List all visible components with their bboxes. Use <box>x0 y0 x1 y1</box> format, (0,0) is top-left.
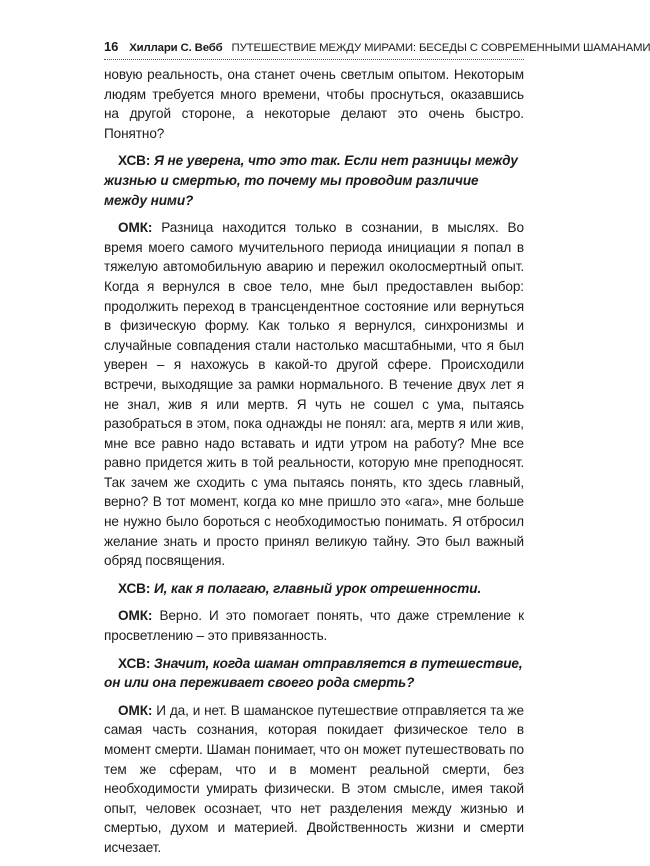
interviewer-question <box>104 654 524 693</box>
interviewer-question <box>104 151 524 210</box>
speaker-label: ХСВ: <box>118 655 151 671</box>
answer-text: И да, и нет. В шаманское путешествие отправляется та же самая часть сознания, которая покидает физическое тело в момент смерти. Шаман понимает, что он может путешествовать по тем же сферам, что и в момент реальной смерти, без необходимости умирать физически. В этом смысле, имея такой опыт, человек осознает, что нет разделения между жизнью и смертью, духом и материей. Двойственность жизни и смерти исчезает. <box>104 702 524 855</box>
page-number: 16 <box>104 39 119 54</box>
answer-text: Разница находится только в сознании, в мыслях. Во время моего самого мучительного периода инициации я попал в тяжелую автомобильную аварию и пережил околосмертный опыт. Когда я вернулся в свое тело, мне был предоставлен выбор: продолжить переход в трансцендентное состояние или вернуться в физическую форму. Как только я вернулся, синхронизмы и случайные совпадения стали настолько масштабными, что я был уверен – я нахожусь в какой-то другой сфере. Происходили встречи, выходящие за рамки нормального. В течение двух лет я не знал, жив я или мертв. Я чуть не сошел с ума, пытаясь разобраться в этом, пока однажды не понял: ага, мертв я или жив, мне все равно надо вставать и идти утром на работу? Мне все равно придется жить в той реальности, которую мне преподносят. Так зачем же сходить с ума пытаясь понять, кто здесь главный, верно? В тот момент, когда ко мне пришло это «ага», мне больше не нужно было бороться с необходимостью понимать. Я отбросил желание знать и просто принял великую тайну. Это был важный обряд посвящения. <box>104 220 524 569</box>
answer-text: Верно. И это помогает понять, что даже стремление к просветлению – это привязанность. <box>104 608 524 644</box>
question-text: Я не уверена, что это так. Если нет разницы между жизнью и смертью, то почему мы проводим различие между ними? <box>104 153 518 208</box>
speaker-label: ОМК: <box>118 608 153 624</box>
speaker-label: ХСВ: <box>118 153 151 169</box>
speaker-label: ОМК: <box>118 220 153 236</box>
interviewee-answer <box>104 218 524 571</box>
interviewer-question <box>104 579 524 599</box>
page-body <box>104 65 524 866</box>
paragraph-continuation <box>104 65 524 143</box>
speaker-label: ОМК: <box>118 702 153 718</box>
question-text: Значит, когда шаман отправляется в путешествие, он или она переживает своего рода смерть? <box>104 655 523 691</box>
header-dotted-rule <box>104 59 524 60</box>
question-text: И, как я полагаю, главный урок отрешенности. <box>154 580 482 596</box>
header-book-title: ПУТЕШЕСТВИЕ МЕЖДУ МИРАМИ: БЕСЕДЫ С СОВРЕМЕННЫМИ ШАМАНАМИ <box>231 42 650 54</box>
header-author: Хиллари С. Вебб <box>129 42 223 54</box>
speaker-label: ХСВ: <box>118 580 151 596</box>
interviewee-answer <box>104 606 524 645</box>
interviewee-answer <box>104 701 524 858</box>
running-header <box>104 38 650 56</box>
paragraph-text: новую реальность, она станет очень светлым опытом. Некоторым людям требуется много времени, чтобы проснуться, оказавшись на другой стороне, а некоторые делают это очень быстро. Понятно? <box>104 67 524 141</box>
